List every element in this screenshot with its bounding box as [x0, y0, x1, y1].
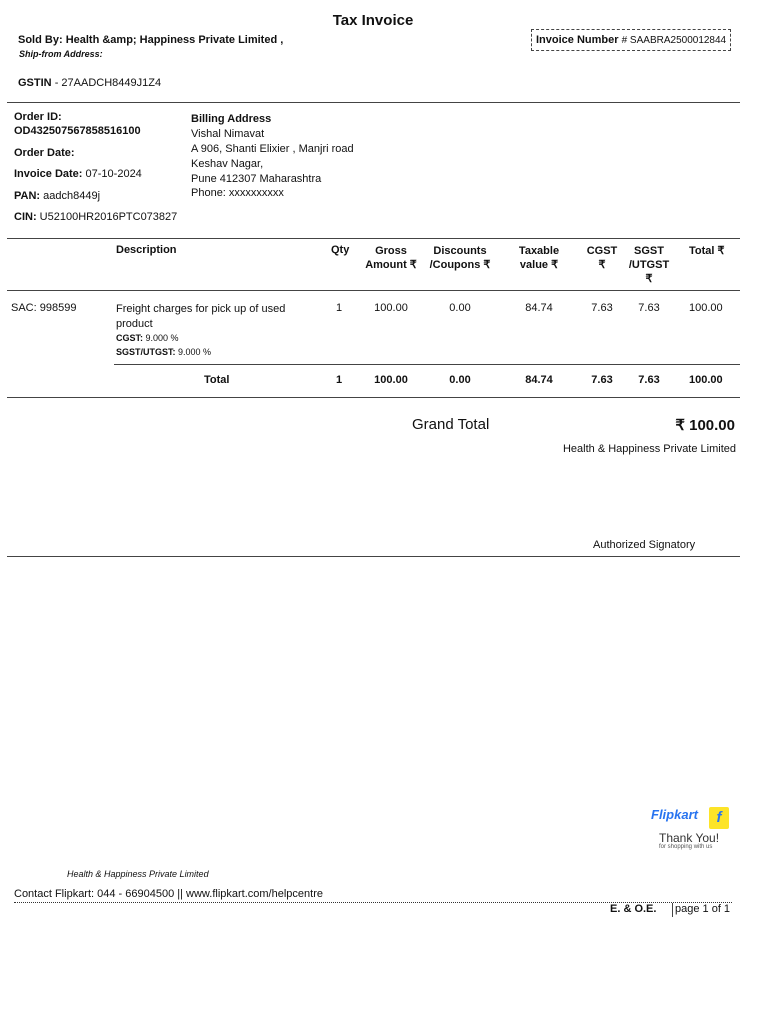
row-total: 100.00 — [689, 302, 723, 314]
invoice-number-box — [531, 29, 731, 51]
row-gross: 100.00 — [374, 302, 408, 314]
invoice-date — [14, 168, 142, 180]
row-taxable: 84.74 — [525, 302, 553, 314]
divider — [114, 364, 740, 365]
totals-discount: 0.00 — [449, 374, 471, 386]
pan — [14, 190, 100, 202]
order-id-value: OD432507567858516100 — [14, 125, 141, 137]
pan-value: aadch8449j — [43, 190, 101, 202]
col-disc-line1: Discounts — [433, 245, 487, 257]
col-gross-line2: Amount ₹ — [365, 259, 417, 271]
billing-line1: A 906, Shanti Elixier , Manjri road — [191, 143, 354, 155]
col-taxable — [510, 244, 568, 272]
sgst-rate-label: SGST/UTGST: — [116, 347, 176, 357]
eoe-text: E. & O.E. — [610, 903, 657, 915]
billing-name: Vishal Nimavat — [191, 128, 265, 140]
col-cgst — [581, 244, 623, 272]
sgst-rate-value: 9.000 % — [178, 347, 212, 357]
totals-gross: 100.00 — [374, 374, 408, 386]
invoice-number-value: # SAABRA2500012844 — [621, 35, 727, 46]
invoice-number-label: Invoice Number — [536, 34, 619, 46]
order-date-label: Order Date: — [14, 147, 75, 159]
billing-line2: Keshav Nagar, — [191, 158, 264, 170]
gstin — [18, 77, 161, 89]
col-sgst-line3: ₹ — [645, 273, 653, 285]
col-cgst-line1: CGST — [586, 245, 618, 257]
invoice-title: Tax Invoice — [332, 12, 414, 29]
cin — [14, 211, 177, 223]
gstin-label: GSTIN — [18, 77, 52, 89]
divider — [7, 556, 740, 557]
tagline-text: for shopping with us — [659, 844, 713, 850]
gstin-value: - 27AADCH8449J1Z4 — [54, 77, 162, 89]
col-sgst-line1: SGST — [634, 245, 664, 257]
row-cgst: 7.63 — [591, 302, 613, 314]
row-discount: 0.00 — [449, 302, 471, 314]
order-id-label: Order ID: — [14, 111, 62, 123]
col-description: Description — [116, 244, 177, 256]
sold-by — [18, 34, 283, 46]
col-qty: Qty — [331, 244, 350, 256]
invoice-date-label: Invoice Date: — [14, 168, 83, 180]
billing-label: Billing Address — [191, 113, 272, 125]
grand-total-label: Grand Total — [412, 416, 490, 433]
sgst-rate — [116, 347, 211, 357]
totals-total: 100.00 — [689, 374, 723, 386]
flipkart-wordmark: Flipkart — [651, 807, 698, 822]
divider — [7, 102, 740, 103]
col-gross — [361, 244, 421, 272]
grand-total-value: ₹ 100.00 — [675, 417, 735, 434]
col-taxable-line1: Taxable — [518, 245, 560, 257]
totals-taxable: 84.74 — [525, 374, 553, 386]
row-sgst: 7.63 — [638, 302, 660, 314]
sold-by-value: Health &amp; Happiness Private Limited , — [65, 34, 284, 46]
ship-from-label: Ship-from Address: — [19, 49, 103, 59]
sac-code: SAC: 998599 — [11, 302, 77, 314]
sold-by-label: Sold By: — [18, 34, 63, 46]
totals-cgst: 7.63 — [591, 374, 613, 386]
pan-label: PAN: — [14, 190, 41, 202]
billing-line3: Pune 412307 Maharashtra — [191, 173, 322, 185]
col-taxable-line2: value ₹ — [519, 259, 559, 271]
totals-qty: 1 — [335, 374, 343, 386]
cin-value: U52100HR2016PTC073827 — [39, 211, 178, 223]
thank-you-text: Thank You! — [659, 831, 720, 845]
col-cgst-line2: ₹ — [598, 259, 606, 271]
row-qty: 1 — [335, 302, 343, 314]
totals-label: Total — [204, 374, 230, 386]
page-number: page 1 of 1 — [672, 903, 730, 917]
col-sgst — [624, 244, 674, 286]
divider — [7, 397, 740, 398]
item-description: Freight charges for pick up of used product — [116, 303, 286, 330]
invoice-date-value: 07-10-2024 — [85, 168, 142, 180]
flipkart-bag-icon: f — [709, 807, 729, 829]
billing-phone: Phone: xxxxxxxxxx — [191, 187, 284, 199]
footer-company: Health & Happiness Private Limited — [67, 869, 209, 879]
seller-company: Health & Happiness Private Limited — [562, 443, 736, 455]
col-sgst-line2: /UTGST — [628, 259, 670, 271]
divider — [7, 290, 740, 291]
cgst-rate-value: 9.000 % — [145, 333, 179, 343]
divider — [7, 238, 740, 239]
cin-label: CIN: — [14, 211, 37, 223]
col-discounts — [426, 244, 494, 272]
col-gross-line1: Gross — [375, 245, 407, 257]
cgst-rate-label: CGST: — [116, 333, 143, 343]
col-disc-line2: /Coupons ₹ — [429, 259, 491, 271]
authorized-signatory: Authorized Signatory — [593, 539, 696, 551]
col-total: Total ₹ — [689, 245, 725, 257]
flipkart-logo — [651, 807, 733, 855]
contact-info: Contact Flipkart: 044 - 66904500 || www.flipkart.com/helpcentre — [14, 888, 323, 900]
totals-sgst: 7.63 — [638, 374, 660, 386]
cgst-rate — [116, 333, 179, 343]
